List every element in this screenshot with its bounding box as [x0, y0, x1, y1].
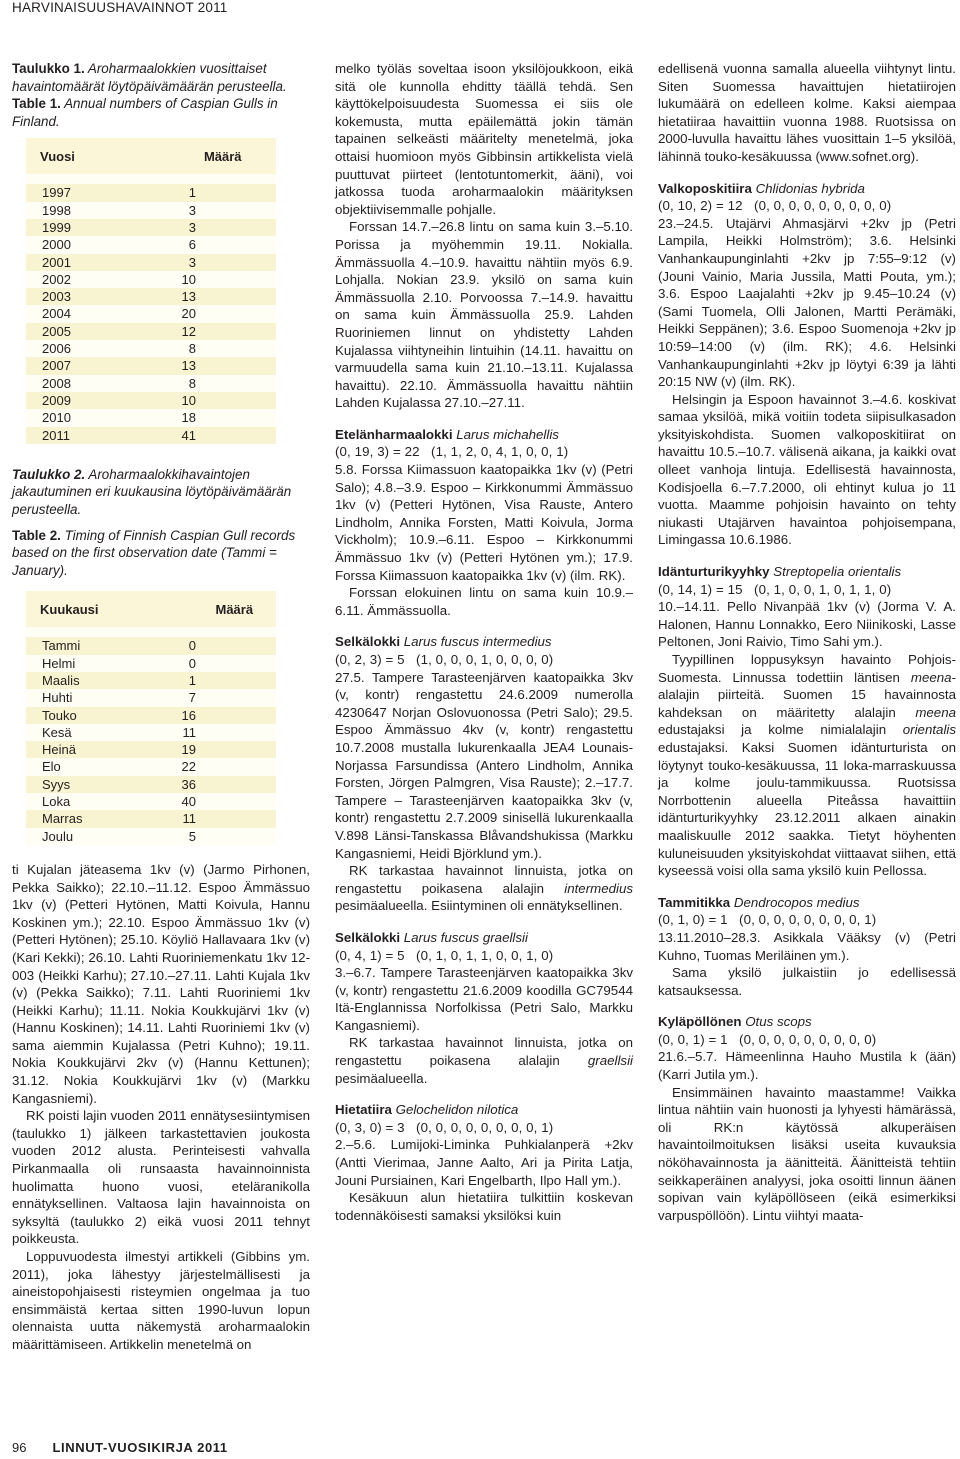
- species-name: Idänturturikyyhky: [658, 564, 770, 580]
- table-cell-count: 6: [109, 236, 276, 253]
- species-comment: [335, 1034, 633, 1087]
- species-heading-scops: [658, 1013, 956, 1031]
- table2-caption-fi-text: Aroharmaalokkihavaintojen jakautuminen eri kuukausina löytöpäivämäärän perusteella.: [12, 466, 292, 518]
- table-cell-label: Marras: [26, 810, 133, 827]
- table-row: [26, 202, 276, 219]
- table-cell-label: 1997: [26, 184, 109, 201]
- table1-caption-en-text: Annual numbers of Caspian Gulls in Finland.: [12, 96, 278, 129]
- table-cell-count: 36: [133, 776, 276, 793]
- table-cell-label: 2011: [26, 427, 109, 444]
- table-cell-label: Elo: [26, 758, 133, 775]
- species-heading-nilotica: [335, 1101, 633, 1119]
- col1-paragraph-2: RK poisti lajin vuoden 2011 ennätysesiintymisen (taulukko 1) jälkeen tarkastettavien joukosta vuoden 2012 alusta. Perinteisesti vahvalla Pirkanmaalla oli runsaasta havainnoinnista huolimatta huono vuosi, eteläranikolla ennätyksellinen. Valtaosa lajin havainnoista on syksyltä (taulukko 2) eikä vuosi 2011 tehnyt poikkeusta.: [12, 1108, 310, 1247]
- table-row: [26, 758, 276, 775]
- species-records: 10.–14.11. Pello Nivanpää 1kv (v) (Jorma V. A. Halonen, Hannu Lonnakko, Eero Niinikoski, Lasse Peltonen, Joni Raivio, Timo Sahi ym.).: [658, 599, 956, 650]
- species-latin: Chlidonias hybrida: [755, 180, 865, 196]
- species-counts: (0, 1, 0) = 1 (0, 0, 0, 0, 0, 0, 0, 0, 1): [658, 912, 877, 928]
- table-row: [26, 672, 276, 689]
- table-row: [26, 409, 276, 426]
- table-row: [26, 392, 276, 409]
- table-cell-count: 0: [133, 637, 276, 654]
- table-cell-label: 2002: [26, 271, 109, 288]
- species-name: Hietatiira: [335, 1102, 392, 1118]
- table-cell-count: 3: [109, 254, 276, 271]
- col1-paragraph-1: ti Kujalan jäteasema 1kv (v) (Jarmo Pirhonen, Pekka Saikko); 22.10.–11.12. Espoo Ämmässuo 1kv (v) (Petteri Hytönen, Matti Koivula, Hannu Koskinen ym.); 22.10. Espoo Ämmässuo 1kv (v) (Petteri Hytönen); 25.10. Köyliö Hallavaara 1kv (v) (Kari Kekki); 26.10. Lahti Ruoriniemenkatu 1kv 12-003 (Heikki Karhu); 27.10.–27.11. Lahti Kujala 1kv (v) (Pekka Saikko); 7.11. Lahti Ruoriniemi 1kv (Heikki Karhu); 11.11. Nokia Koukkujärvi 1kv (v) (Hannu Koskinen); 14.11. Lahti Ruoriniemi 1kv (v) sama aiemmin Kujalassa (Petri Kuhno); 19.11. Nokia Koukkujärvi 2kv (v) (Hannu Kettunen); 31.12. Nokia Koukkujärvi 1kv (v) (Markku Kangasniemi).: [12, 861, 310, 1106]
- comment-part: RK tarkastaa havainnot linnuista, jotka on rengastettu poikasena alalajin: [335, 863, 633, 896]
- table-row: [26, 357, 276, 374]
- table-cell-label: 2010: [26, 409, 109, 426]
- species-heading-medius: [658, 894, 956, 912]
- column-3: [658, 60, 956, 1224]
- col3-paragraph-1: edellisenä vuonna samalla alueella viihtynyt lintu. Siten Suomessa havaittujen hietatiirojen lukumäärä on edelleen kolme. Kaksi aiempaa hietatiiraa havaittiin vuonna 1988. Ruotsissa on 2000-luvulla havaittu lähes vuosittain 1–5 yksilöä, lähinnä touko-kesäkuussa (www.sofnet.org).: [658, 61, 956, 164]
- species-counts: (0, 3, 0) = 3 (0, 0, 0, 0, 0, 0, 0, 0, 1): [335, 1119, 554, 1135]
- table-cell-label: Loka: [26, 793, 133, 810]
- table-cell-label: Heinä: [26, 741, 133, 758]
- table-row: [26, 776, 276, 793]
- species-latin: Larus fuscus graellsii: [403, 929, 528, 945]
- species-records: 21.6.–5.7. Hämeenlinna Hauho Mustila k (ään) (Karri Jutila ym.).: [658, 1049, 956, 1083]
- table-row: [26, 689, 276, 706]
- species-counts: (0, 10, 2) = 12 (0, 0, 0, 0, 0, 0, 0, 0, 0): [658, 198, 892, 214]
- table2-header-month: Kuukausi: [26, 591, 133, 627]
- table-cell-count: 10: [109, 271, 276, 288]
- table-cell-label: Touko: [26, 707, 133, 724]
- table-cell-count: 40: [133, 793, 276, 810]
- species-name: Kyläpöllönen: [658, 1014, 742, 1030]
- species-name: Tammitikka: [658, 894, 731, 910]
- table-cell-label: 2009: [26, 392, 109, 409]
- column-1: [12, 60, 310, 1354]
- table-row: [26, 427, 276, 444]
- table1-caption-fi-text: Aroharmaalokkien vuosittaiset havaintomäärät löytöpäivämäärän perusteella.: [12, 61, 287, 94]
- species-heading-orientalis: [658, 563, 956, 581]
- table-cell-label: Tammi: [26, 637, 133, 654]
- table-cell-count: 5: [133, 828, 276, 845]
- comment-part: pesimäalueella.: [335, 1070, 428, 1086]
- species-latin: Dendrocopos medius: [733, 894, 860, 910]
- species-latin: Otus scops: [745, 1014, 812, 1030]
- species-comment: Ensimmäinen havainto maastamme! Vaikka lintua nähtiin vain huonosti ja lyhyesti hämärässä, oli RK:n käytössä alkuperäisen havaintoilmoituksen lisäksi useita kuvauksia nököhavainnosta ja äänitteitä. Äänitteistä tehtiin seikkaperäinen analyysi, joka osoitti linnun äänen sopivan vain kyläpöllöseen (eikä esimerkiksi varpuspöllöön). Lintu viihtyi maata-: [658, 1084, 956, 1223]
- table-cell-count: 1: [133, 672, 276, 689]
- species-comment: [335, 862, 633, 915]
- table-row: [26, 323, 276, 340]
- table-cell-label: 2003: [26, 288, 109, 305]
- table-row: [26, 637, 276, 654]
- species-latin: Gelochelidon nilotica: [395, 1102, 519, 1118]
- species-comment: Kesäkuun alun hietatiira tulkittiin koskevan todennäköisesti samaksi yksilöksi kuin: [335, 1190, 633, 1223]
- species-heading-michahellis: [335, 426, 633, 444]
- comment-italic: meena: [915, 704, 956, 720]
- col2-paragraph-1: melko työläs soveltaa isoon yksilöjoukkoon, eikä sitä ole kunnolla ehditty täällä tehdä. Sen käyttökelpoisuudesta Suomessa ei siis ole kokemusta, mutta epäilemättä jokin tämän tapainen selkeästi määritelty menetelmä, joka ottaisi huomioon myös Gibbinsin artikkelista vielä puuttuvat piirteet (lentotuntomerkit, ääni), voi jatkossa tuoda aroharmaalokin määrityksen objektiivisemmalle pohjalle.: [335, 61, 633, 217]
- table2-caption-en: [12, 527, 310, 580]
- species-counts: (0, 14, 1) = 15 (0, 1, 0, 0, 1, 0, 1, 1, 0): [658, 581, 892, 597]
- table-cell-label: 2007: [26, 357, 109, 374]
- table-cell-label: Maalis: [26, 672, 133, 689]
- table-cell-count: 3: [109, 202, 276, 219]
- table-row: [26, 724, 276, 741]
- table1-caption-fi: [12, 60, 310, 95]
- table-row: [26, 305, 276, 322]
- comment-part: pesimäalueella. Esiintyminen oli ennätyksellinen.: [335, 898, 623, 914]
- table-cell-count: 11: [133, 724, 276, 741]
- species-name: Selkälokki: [335, 929, 401, 945]
- table2-header-count: Määrä: [133, 591, 276, 627]
- table-cell-label: Joulu: [26, 828, 133, 845]
- table-cell-count: 19: [133, 741, 276, 758]
- comment-part: edustajaksi. Kaksi Suomen idänturturista on löytynyt touko-kesäkuussa, 11 loka-marraskuussa ja kolme joulu-tammikuussa. Ruotsissa Norrbottenin alueella Piteåssa havaittiin idänturturikyyhky 23.12.2011 alkaen ainakin maaliskuulle 2012 saakka. Tietyt höyhenten kuluneisuuden yksityiskohdat viittaavat siihen, että kyseessä voisi olla sama yksilö kuin Pellossa.: [658, 739, 956, 879]
- table-row: [26, 219, 276, 236]
- species-comment: Sama yksilö julkaistiin jo edellisessä katsauksessa.: [658, 965, 956, 998]
- comment-italic: meena: [910, 669, 952, 685]
- table-row: [26, 707, 276, 724]
- table-cell-count: 13: [109, 357, 276, 374]
- table-cell-label: 2005: [26, 323, 109, 340]
- table1-header-year: Vuosi: [26, 138, 109, 174]
- column-2: [335, 60, 633, 1224]
- page-number: 96: [12, 1440, 27, 1455]
- table2-caption-en-text: Timing of Finnish Caspian Gull records based on the first observation date (Tammi = January).: [12, 527, 296, 578]
- table-cell-label: 1999: [26, 219, 109, 236]
- table-cell-count: 11: [133, 810, 276, 827]
- species-name: Selkälokki: [335, 634, 401, 650]
- table2-label-fi: Taulukko 2.: [12, 466, 86, 482]
- table2-label-en: Table 2.: [12, 527, 61, 543]
- species-records: 3.–6.7. Tampere Tarasteenjärven kaatopaikka 3kv (v, kontr) rengastettu 21.6.2009 koodilla GC79544 Itä-Englannissa Norfolkissa (Petri Salo, Markku Kangasniemi).: [335, 965, 633, 1033]
- table-cell-count: 0: [133, 655, 276, 672]
- journal-name: LINNUT-VUOSIKIRJA 2011: [52, 1440, 228, 1455]
- table-cell-count: 8: [109, 375, 276, 392]
- species-records: 23.–24.5. Utajärvi Ahmasjärvi +2kv jp (Petri Lampila, Heikki Holmström); 3.6. Helsinki Vanhankaupunginlahti +2kv jp 7:55–9:12 (v) (Jouni Vainio, Maria Jussila, Matti Pouta, ym.); 3.6. Espoo Laajalahti +2kv jp 9.45–10.24 (v) (Sami Tuomela, Olli Jalonen, Martti Perämäki, Heikki Seppänen); 3.6. Espoo Suomenoja +2kv jp 10:59–14:00 (v) (ilm. RK); 4.6. Helsinki Vanhankaupunginlahti +2kv jp löytyi 6:39 ja lähti 20:15 NW (v) (ilm. RK).: [658, 215, 956, 390]
- running-head: HARVINAISUUSHAVAINNOT 2011: [12, 0, 228, 15]
- table-cell-count: 13: [109, 288, 276, 305]
- species-counts: (0, 4, 1) = 5 (0, 1, 0, 1, 1, 0, 0, 1, 0): [335, 947, 554, 963]
- table-cell-label: 2000: [26, 236, 109, 253]
- comment-part: Tyypillinen loppusyksyn havainto Pohjois-Suomesta. Linnussa todettiin läntisen: [658, 652, 956, 685]
- comment-italic: graellsii: [587, 1053, 633, 1069]
- species-records: 27.5. Tampere Tarasteenjärven kaatopaikka 3kv (v, kontr) rengastettu 24.6.2009 numerolla 4230647 Norjan Oslovuonossa (Petri Salo); 29.5. Espoo Ämmässuo 4kv (v, kontr) rengastettu 10.7.2008 mustalla lukurenkaalla JEA4 Lounais-Norjassa Farsundissa (Antero Lindholm, Annika Forsten, Jörgen Palmgren, Visa Rauste); 2.–17.7. Tampere – Tarasteenjärven kaatopaikka 3kv (v, kontr) rengastettu 2.7.2009 sinisellä lukurenkaalla V.898 Länsi-Tanskassa Blåvandshukissa (Markku Kangasniemi, Heidi Björklund ym.).: [335, 669, 633, 861]
- table-row: [26, 340, 276, 357]
- species-comment: [658, 651, 956, 880]
- comment-italic: orientalis: [902, 722, 956, 738]
- comment-italic: intermedius: [564, 880, 633, 896]
- species-heading-intermedius: [335, 633, 633, 651]
- species-comment: Forssan elokuinen lintu on sama kuin 10.9.–6.11. Ämmässuolla.: [335, 585, 633, 618]
- table-cell-count: 20: [109, 305, 276, 322]
- table-cell-label: 2001: [26, 254, 109, 271]
- table-cell-label: Kesä: [26, 724, 133, 741]
- table-row: [26, 236, 276, 253]
- table-row: [26, 271, 276, 288]
- species-heading-graellsii: [335, 929, 633, 947]
- species-comment: Helsingin ja Espoon havainnot 3.–4.6. koskivat samaa yksilöä, mikä voitiin todeta siipisulkasadon yksityiskohdista. Suomen valkoposkitiirat on havaittu 10.5.–10.7. välisenä aikana, ja kaikki ovat olleet vanhoja lintuja. Edellisestä havainnosta, Kodisjoella 6.–7.7.2000, oli ehtinyt kulua jo 11 vuotta. Maamme pohjoisin havainto on tehty niukasti Utajärven havaintoa pohjoisempana, Limingassa 10.6.1986.: [658, 391, 956, 548]
- table-cell-count: 22: [133, 758, 276, 775]
- species-latin: Streptopelia orientalis: [773, 564, 902, 580]
- comment-part: RK tarkastaa havainnot linnuista, jotka on rengastettu poikasena alalajin: [335, 1035, 633, 1069]
- table-cell-count: 1: [109, 184, 276, 201]
- table1-label-en: Table 1.: [12, 96, 61, 112]
- species-records: 2.–5.6. Lumijoki-Liminka Puhkialanperä +2kv (Antti Vierimaa, Janne Aalto, Ari ja Pirita Latja, Jouni Pursiainen, Kari Engelbarth, Ilpo Hall ym.).: [335, 1137, 633, 1188]
- table-row: [26, 741, 276, 758]
- table1-header-count: Määrä: [109, 138, 276, 174]
- table-cell-count: 41: [109, 427, 276, 444]
- table-cell-label: 2004: [26, 305, 109, 322]
- species-counts: (0, 2, 3) = 5 (1, 0, 0, 0, 1, 0, 0, 0, 0): [335, 652, 554, 667]
- species-counts: (0, 19, 3) = 22 (1, 1, 2, 0, 4, 1, 0, 0, 1): [335, 444, 569, 460]
- table-cell-count: 10: [109, 392, 276, 409]
- table-cell-label: 2006: [26, 340, 109, 357]
- species-name: Etelänharmaalokki: [335, 426, 453, 442]
- table-row: [26, 254, 276, 271]
- table-cell-count: 7: [133, 689, 276, 706]
- page-footer: [12, 1440, 228, 1455]
- col1-paragraph-3: Loppuvuodesta ilmestyi artikkeli (Gibbins ym. 2011), joka lähestyy järjestelmällisesti ja aineistopohjaisesti risteymien ongelmaa ja tuo ensimmäistä kertaa sitten 1990-luvun lopun olennaista uutta näkemystä aroharmaalokin määrittämiseen. Artikkelin menetelmä on: [12, 1249, 310, 1352]
- table-row: [26, 810, 276, 827]
- species-latin: Larus michahellis: [456, 426, 559, 442]
- table-cell-count: 8: [109, 340, 276, 357]
- table-cell-count: 18: [109, 409, 276, 426]
- table-row: [26, 828, 276, 845]
- table-cell-label: Helmi: [26, 655, 133, 672]
- species-name: Valkoposkitiira: [658, 180, 752, 196]
- table1-label-fi: Taulukko 1.: [12, 61, 85, 76]
- table-cell-count: 3: [109, 219, 276, 236]
- table-row: [26, 793, 276, 810]
- table-row: [26, 184, 276, 201]
- table-row: [26, 288, 276, 305]
- table-row: [26, 375, 276, 392]
- table-cell-label: Syys: [26, 776, 133, 793]
- comment-part: edustajaksi ja kolme nimialalajin: [658, 722, 903, 738]
- table2-caption-fi: [12, 466, 310, 519]
- table-cell-count: 16: [133, 707, 276, 724]
- table-cell-label: 1998: [26, 202, 109, 219]
- table1: [26, 138, 276, 443]
- table-cell-label: 2008: [26, 375, 109, 392]
- comment-part: -alalajin piirteitä. Suomen 15 havainnosta kahdeksan on määritetty alalajin: [658, 669, 956, 720]
- table1-caption-en: [12, 95, 310, 130]
- species-records: 5.8. Forssa Kiimassuon kaatopaikka 1kv (v) (Petri Salo); 4.8.–3.9. Espoo – Kirkkonummi Ämmässuo 1kv (v) (Petteri Hytönen, Visa Rauste, Antero Lindholm, Annika Forsten, Matti Koivula, Jorma Vickholm); 10.9.–6.11. Espoo – Kirkkonummi Ämmässuo 1kv (v) (Petteri Hytönen ym.); 17.9. Forssa Kiimassuon kaatopaikka 1kv (v) (ilm. RK).: [335, 462, 633, 583]
- species-latin: Larus fuscus intermedius: [403, 634, 552, 650]
- species-heading-hybrida: [658, 180, 956, 198]
- table-row: [26, 655, 276, 672]
- species-records: 13.11.2010–28.3. Asikkala Vääksy (v) (Petri Kuhno, Tuomas Meriläinen ym.).: [658, 929, 956, 963]
- col2-paragraph-2: Forssan 14.7.–26.8 lintu on sama kuin 3.–5.10. Porissa ja myöhemmin 19.11. Nokialla. Ämmässuolla 4.–10.9. havaittu nähtiin myös 6.9. Lohjalla. Nokian 23.9. yksilö on sama kuin Ämmässuolla 2.10. Porvoossa 7.–14.9. havaittu on sama kuin Ämmässuolla 25.9. Lahden Ruoriniemen linnut on yhdistetty Lahden Kujalassa viihtyneihin lintuihin (14.11. havaittu on varmuudella sama kuin 21.10.–13.11. Kujalassa havaittu). 22.10. Ämmässuolla havaittu nähtiin Lahden Kujalassa 27.10.–27.11.: [335, 219, 633, 411]
- table2: [26, 591, 276, 845]
- table-cell-count: 12: [109, 323, 276, 340]
- species-counts: (0, 0, 1) = 1 (0, 0, 0, 0, 0, 0, 0, 0, 0): [658, 1031, 877, 1047]
- table-cell-label: Huhti: [26, 689, 133, 706]
